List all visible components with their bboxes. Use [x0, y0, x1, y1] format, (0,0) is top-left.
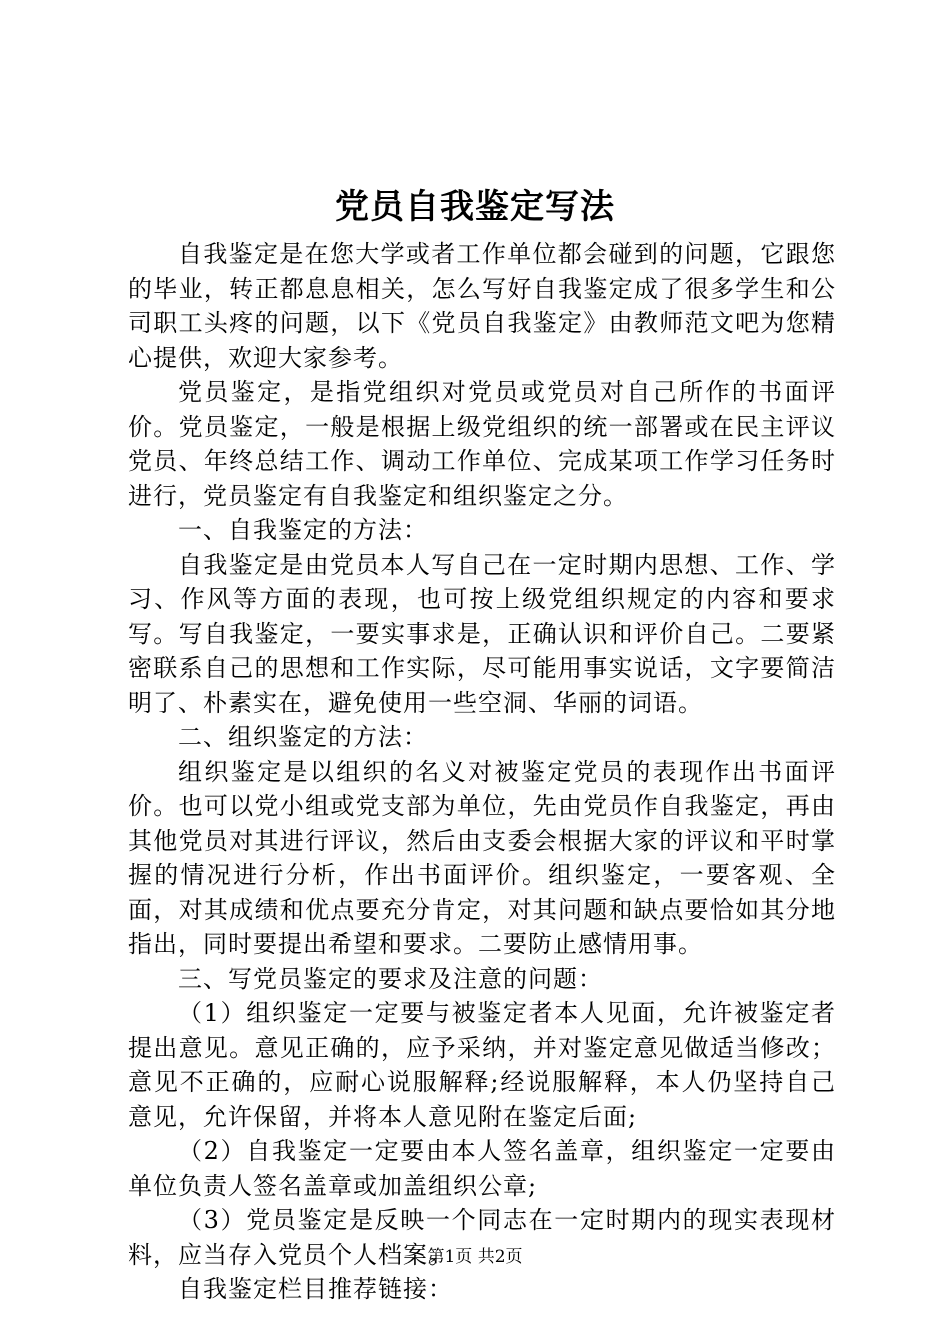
document-title: 党员自我鉴定写法 — [335, 187, 615, 227]
requirement-item-2: （2）自我鉴定一定要由本人签名盖章，组织鉴定一定要由单位负责人签名盖章或加盖组织公章; — [128, 1137, 836, 1200]
recommended-links-label: 自我鉴定栏目推荐链接： — [178, 1275, 453, 1303]
paragraph-intro: 自我鉴定是在您大学或者工作单位都会碰到的问题，它跟您的毕业，转正都息息相关，怎么写好自我鉴定成了很多学生和公司职工头疼的问题，以下《党员自我鉴定》由教师范文吧为您精心提供，欢迎大家参考。 — [128, 240, 836, 372]
page-number: 第1页 共2页 — [427, 1247, 523, 1267]
section-heading-self-assessment: 一、自我鉴定的方法： — [178, 516, 428, 544]
requirement-item-3: （3）党员鉴定是反映一个同志在一定时期内的现实表现材料，应当存入党员个人档案。 — [128, 1206, 836, 1269]
paragraph-self-assessment: 自我鉴定是由党员本人写自己在一定时期内思想、工作、学习、作风等方面的表现，也可按上级党组织规定的内容和要求写。写自我鉴定，一要实事求是，正确认识和评价自己。二要紧密联系自己的思想和工作实际，尽可能用事实说话，文字要简洁明了、朴素实在，避免使用一些空洞、华丽的词语。 — [128, 550, 836, 717]
requirement-item-1: （1）组织鉴定一定要与被鉴定者本人见面，允许被鉴定者提出意见。意见正确的，应予采纳，并对鉴定意见做适当修改；意见不正确的，应耐心说服解释;经说服解释，本人仍坚持自己意见，允许保留，并将本人意见附在鉴定后面; — [128, 999, 836, 1131]
paragraph-organization-assessment: 组织鉴定是以组织的名义对被鉴定党员的表现作出书面评价。也可以党小组或党支部为单位，先由党员作自我鉴定，再由其他党员对其进行评议，然后由支委会根据大家的评议和平时掌握的情况进行分析，作出书面评价。组织鉴定，一要客观、全面，对其成绩和优点要充分肯定，对其问题和缺点要恰如其分地指出，同时要提出希望和要求。二要防止感情用事。 — [128, 757, 836, 958]
paragraph-definition: 党员鉴定，是指党组织对党员或党员对自己所作的书面评价。党员鉴定，一般是根据上级党组织的统一部署或在民主评议党员、年终总结工作、调动工作单位、完成某项工作学习任务时进行，党员鉴定有自我鉴定和组织鉴定之分。 — [128, 378, 836, 510]
section-heading-requirements: 三、写党员鉴定的要求及注意的问题： — [178, 964, 603, 993]
section-heading-organization-assessment: 二、组织鉴定的方法： — [178, 723, 428, 751]
document-body — [128, 237, 836, 1307]
